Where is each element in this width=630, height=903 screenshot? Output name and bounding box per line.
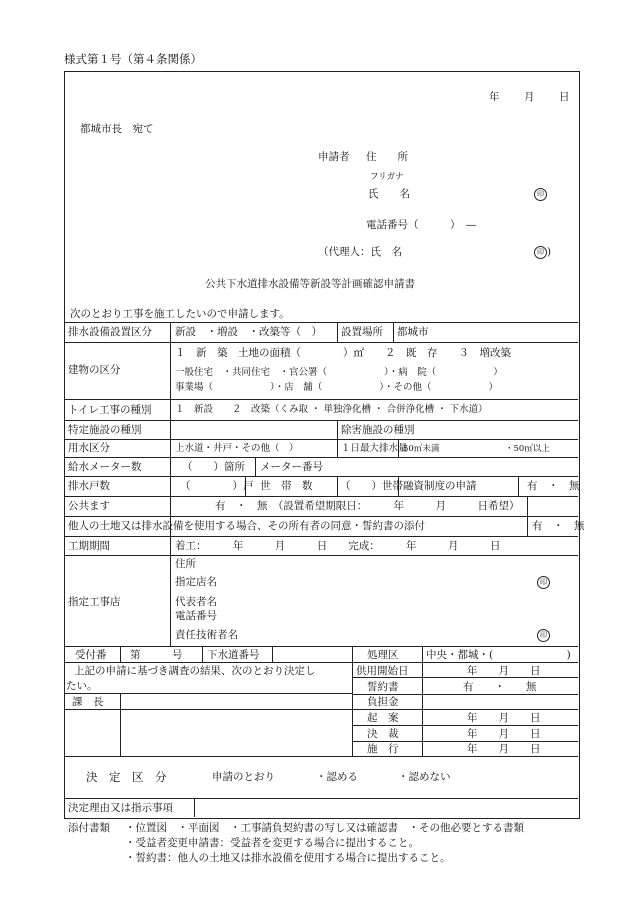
period-label: 工期期間 <box>68 540 110 552</box>
decision-opt3: ・認めない <box>398 771 451 783</box>
exec-ymd: 年 月 日 <box>467 743 541 755</box>
households-label: 排水戸数 <box>68 480 110 492</box>
water-source-options[interactable]: 上水道・井戸・その他（ ） <box>175 443 299 454</box>
decision-text-1: 上記の申請に基づき調査の結果、次のとおり決定し <box>74 665 316 677</box>
loan-label: 融資制度の申請 <box>403 480 477 492</box>
contractor-address: 住所 <box>175 558 196 570</box>
charge-label: 負担金 <box>367 696 399 708</box>
meters-value[interactable]: （ ）箇所 <box>182 461 245 473</box>
agent-seal-stamp: 印 <box>534 246 547 259</box>
address-label: 住 所 <box>366 151 408 163</box>
max-discharge-label: １日最大排水量 <box>341 443 408 454</box>
start-use-label: 供用開始日 <box>356 665 409 677</box>
sewer-no-label: 下水道番号 <box>207 649 260 661</box>
receipt-label: 受付番 <box>75 649 107 661</box>
attachments-line2: ・受益者変更申請書：受益者を変更する場合に提出すること。 <box>125 837 419 849</box>
setai-value[interactable]: （ ）世帯 <box>340 480 403 492</box>
chief-label: 課 長 <box>72 696 104 708</box>
public-basin-label: 公共ます <box>68 500 110 512</box>
addressee: 都城市長 宛て <box>80 123 154 135</box>
receipt-value: 第 号 <box>130 649 183 661</box>
install-type-label: 排水設備設置区分 <box>68 326 152 338</box>
contractor-engineer: 責任技術者名 <box>175 629 238 641</box>
approve-label: 決 裁 <box>367 728 399 740</box>
discharge-opt1[interactable]: 50㎥未満 <box>403 444 440 454</box>
install-type-options[interactable]: 新設 ・増設 ・改築等（ ） <box>175 326 322 338</box>
district-value: 中央・都城・( ) <box>426 649 571 661</box>
building-label: 建物の区分 <box>68 364 121 376</box>
draft-ymd: 年 月 日 <box>467 712 541 724</box>
agent-close: ) <box>547 246 552 258</box>
setai-label: 世 帯 数 <box>260 480 313 492</box>
form-label: 様式第１号（第４条関係） <box>64 52 202 66</box>
decision-opt1: 申請のとおり <box>212 771 275 783</box>
meters-label: 給水メーター数 <box>68 461 142 473</box>
approve-ymd: 年 月 日 <box>467 728 541 740</box>
date-year: 年 <box>489 91 500 103</box>
public-basin-options[interactable]: 有 ・ 無 （設置希望期限日： 年 月 日希望） <box>215 500 520 512</box>
date-month: 月 <box>524 91 535 103</box>
building-line3[interactable]: 事業場（ ）・店 舗（ ）・その他（ ） <box>175 382 499 393</box>
removal-facility-label: 除害施設の種別 <box>341 424 415 436</box>
contractor-label: 指定工事店 <box>68 596 121 608</box>
decision-label: 決 定 区 分 <box>86 770 167 784</box>
applicant-role: 申請者 <box>318 151 350 163</box>
draft-label: 起 案 <box>367 712 399 724</box>
meter-no-label: メーター番号 <box>260 461 323 473</box>
form-frame <box>64 71 580 819</box>
contractor-store: 指定店名 <box>175 576 217 588</box>
pledge-label: 誓約書 <box>367 681 399 693</box>
other-land-options[interactable]: 有 ・ 無 <box>532 520 585 532</box>
decision-text-2: たい。 <box>66 680 98 692</box>
district-label: 処理区 <box>367 649 399 661</box>
agent-label: （代理人：氏 名 <box>318 246 402 258</box>
building-line1[interactable]: １ 新 築 土地の面積（ ）㎡ ２ 既 存 ３ 増改築 <box>175 347 511 359</box>
store-seal: 印 <box>537 576 550 589</box>
form-title: 公共下水道排水設備等新設等計画確認申請書 <box>205 278 415 290</box>
discharge-opt2[interactable]: ・50㎥以上 <box>505 444 550 454</box>
period-dates[interactable]: 着工： 年 月 日 完成： 年 月 日 <box>175 540 501 552</box>
name-label: 氏 名 <box>368 188 410 200</box>
contractor-phone: 電話番号 <box>175 610 217 622</box>
toilet-label: トイレ工事の種別 <box>68 404 152 416</box>
contractor-rep: 代表者名 <box>175 596 217 608</box>
attachments-line1: ・位置図 ・平面図 ・工事請負契約書の写し又は確認書 ・その他必要とする書類 <box>125 822 524 834</box>
decision-opt2: ・認める <box>316 771 358 783</box>
exec-label: 施 行 <box>367 743 399 755</box>
reason-label: 決定理由又は指示事項 <box>68 802 173 814</box>
water-source-label: 用水区分 <box>68 442 110 454</box>
start-use-ymd: 年 月 日 <box>467 665 541 677</box>
facility-label: 特定施設の種別 <box>68 424 142 436</box>
engineer-seal: 印 <box>537 629 550 642</box>
households-value[interactable]: （ ）戸 <box>180 480 254 492</box>
seal-stamp: 印 <box>534 188 547 201</box>
attachments-label: 添付書類 <box>68 822 110 834</box>
attachments-line3: ・誓約書：他人の土地又は排水設備を使用する場合に提出すること。 <box>125 852 451 864</box>
toilet-options[interactable]: １ 新設 ２ 改築（くみ取 ・ 単独浄化槽 ・ 合併浄化槽 ・ 下水道） <box>175 404 488 415</box>
install-place-label: 設置場所 <box>341 326 383 338</box>
phone-label: 電話番号（ ） — <box>366 219 477 231</box>
date-day: 日 <box>559 91 570 103</box>
pledge-options: 有 ・ 無 <box>463 681 537 693</box>
loan-options[interactable]: 有 ・ 無 <box>527 480 580 492</box>
furigana-label: フリガナ <box>370 172 404 182</box>
install-place-value[interactable]: 都城市 <box>397 326 429 338</box>
building-line2[interactable]: 一般住宅 ・共同住宅 ・官公署（ ）・病 院（ ） <box>175 367 503 378</box>
other-land-label: 他人の土地又は排水設備を使用する場合、その所有者の同意・誓約書の添付 <box>68 520 425 532</box>
intro-text: 次のとおり工事を施工したいので申請します。 <box>70 308 290 320</box>
